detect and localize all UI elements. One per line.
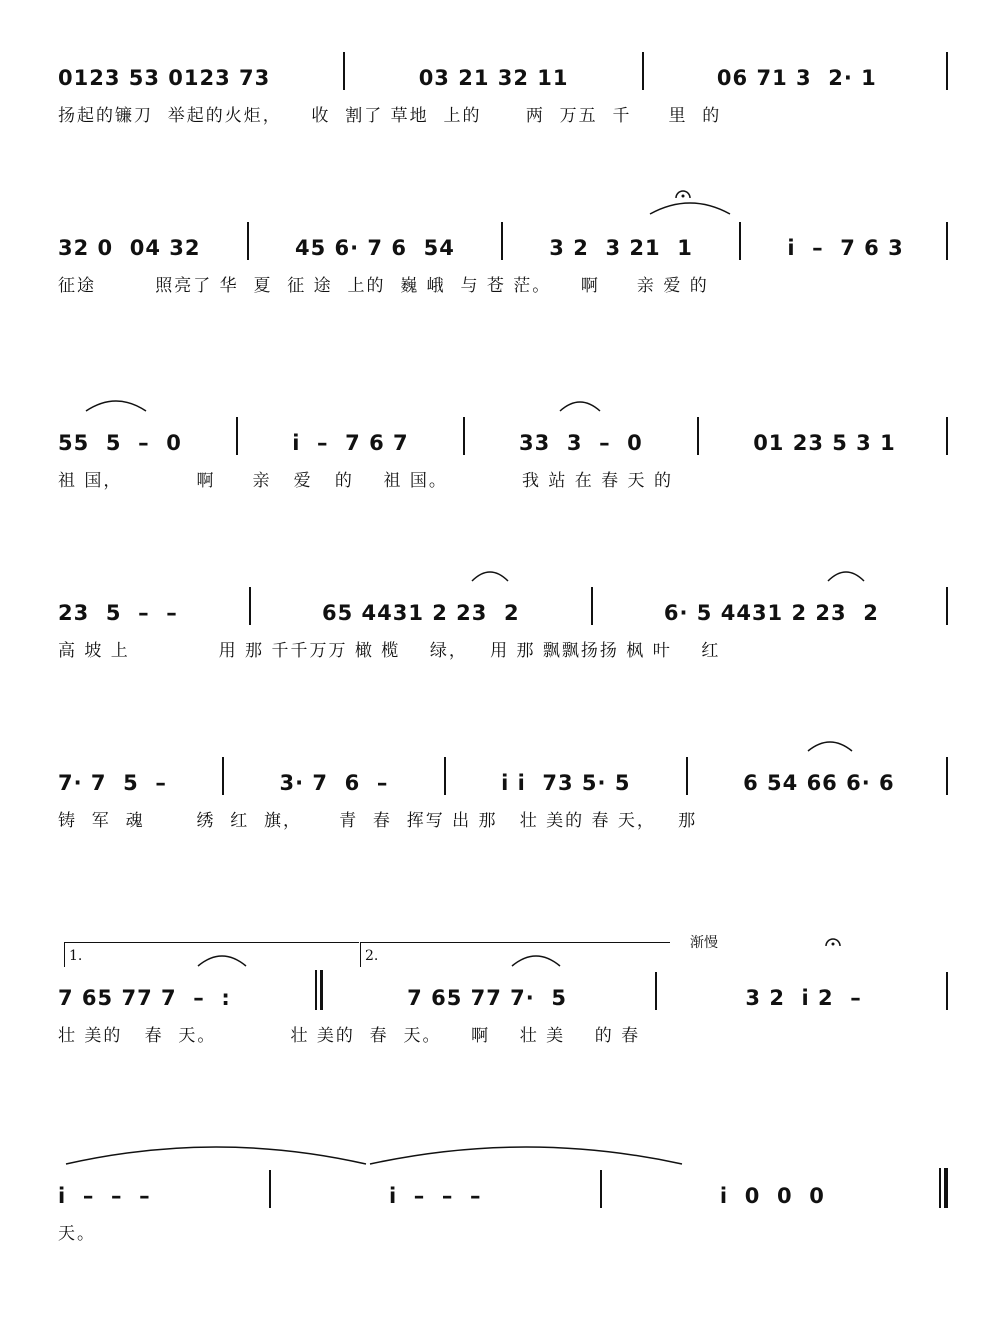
lyrics-row: 高 坡 上 用 那 千千万万 橄 榄 绿， 用 那 飘飘扬扬 枫 叶 红 — [58, 640, 721, 661]
lyrics-row: 祖 国， 啊 亲 爱 的 祖 国。 我 站 在 春 天 的 — [58, 470, 673, 491]
notes-row — [58, 50, 948, 90]
barline — [463, 417, 465, 455]
barline — [343, 52, 345, 90]
measure: i – 7 6 7 — [292, 431, 409, 455]
volta-first-ending: 1. — [64, 942, 359, 967]
barline — [946, 757, 948, 795]
notes-row — [58, 415, 948, 455]
measure: 01 23 5 3 1 — [753, 431, 896, 455]
barline — [946, 417, 948, 455]
barline — [655, 972, 657, 1010]
barline — [739, 222, 741, 260]
measure: 7 65 77 7 – : — [58, 986, 231, 1010]
measure: 06 71 3 2· 1 — [716, 66, 877, 90]
barline — [247, 222, 249, 260]
volta-second-ending: 2. — [360, 942, 670, 967]
measure: 03 21 32 11 — [418, 66, 569, 90]
measure: 32 0 04 32 — [58, 236, 201, 260]
measure: i i 73 5· 5 — [501, 771, 631, 795]
measure: 45 6· 7 6 54 — [295, 236, 455, 260]
barline — [444, 757, 446, 795]
barline — [697, 417, 699, 455]
barline — [642, 52, 644, 90]
measure: i – – – — [58, 1184, 151, 1208]
measure: i 0 0 0 — [719, 1184, 825, 1208]
barline — [946, 972, 948, 1010]
measure: i – 7 6 3 — [787, 236, 904, 260]
lyrics-row: 征途 照亮了 华 夏 征 途 上的 巍 峨 与 苍 茫。 啊 亲 爱 的 — [58, 275, 709, 296]
measure: 6· 5 4431 2 23 2 — [663, 601, 879, 625]
lyrics-row: 扬起的镰刀 举起的火炬， 收 割了 草地 上的 两 万五 千 里 的 — [58, 105, 722, 126]
measure: 3 2 i 2 – — [745, 986, 862, 1010]
barline — [686, 757, 688, 795]
final-barline — [939, 1168, 948, 1208]
notes-row — [58, 970, 948, 1010]
repeat-barline — [315, 970, 323, 1010]
lyrics-row: 壮 美的 春 天。 壮 美的 春 天。 啊 壮 美 的 春 — [58, 1025, 641, 1046]
barline — [501, 222, 503, 260]
barline — [946, 222, 948, 260]
measure: 3 2 3 21 1 — [549, 236, 693, 260]
barline — [236, 417, 238, 455]
barline — [269, 1170, 271, 1208]
barline — [946, 587, 948, 625]
lyrics-row: 天。 — [58, 1223, 96, 1244]
notes-row — [58, 220, 948, 260]
measure: 55 5 – 0 — [58, 431, 182, 455]
measure: 23 5 – – — [58, 601, 178, 625]
measure: 7· 7 5 – — [58, 771, 167, 795]
measure: 0123 53 0123 73 — [58, 66, 271, 90]
measure: 3· 7 6 – — [279, 771, 389, 795]
measure: i – – – — [388, 1184, 482, 1208]
barline — [600, 1170, 602, 1208]
notes-row — [58, 1168, 948, 1208]
measure: 65 4431 2 23 2 — [321, 601, 520, 625]
barline — [946, 52, 948, 90]
barline — [591, 587, 593, 625]
lyrics-row: 铸 军 魂 绣 红 旗， 青 春 挥写 出 那 壮 美的 春 天， 那 — [58, 810, 698, 831]
notes-row — [58, 585, 948, 625]
measure: 7 65 77 7· 5 — [407, 986, 567, 1010]
barline — [249, 587, 251, 625]
barline — [222, 757, 224, 795]
notes-row — [58, 755, 948, 795]
tempo-marking: 渐慢 — [690, 935, 718, 951]
measure: 33 3 – 0 — [518, 431, 643, 455]
measure: 6 54 66 6· 6 — [743, 771, 895, 795]
